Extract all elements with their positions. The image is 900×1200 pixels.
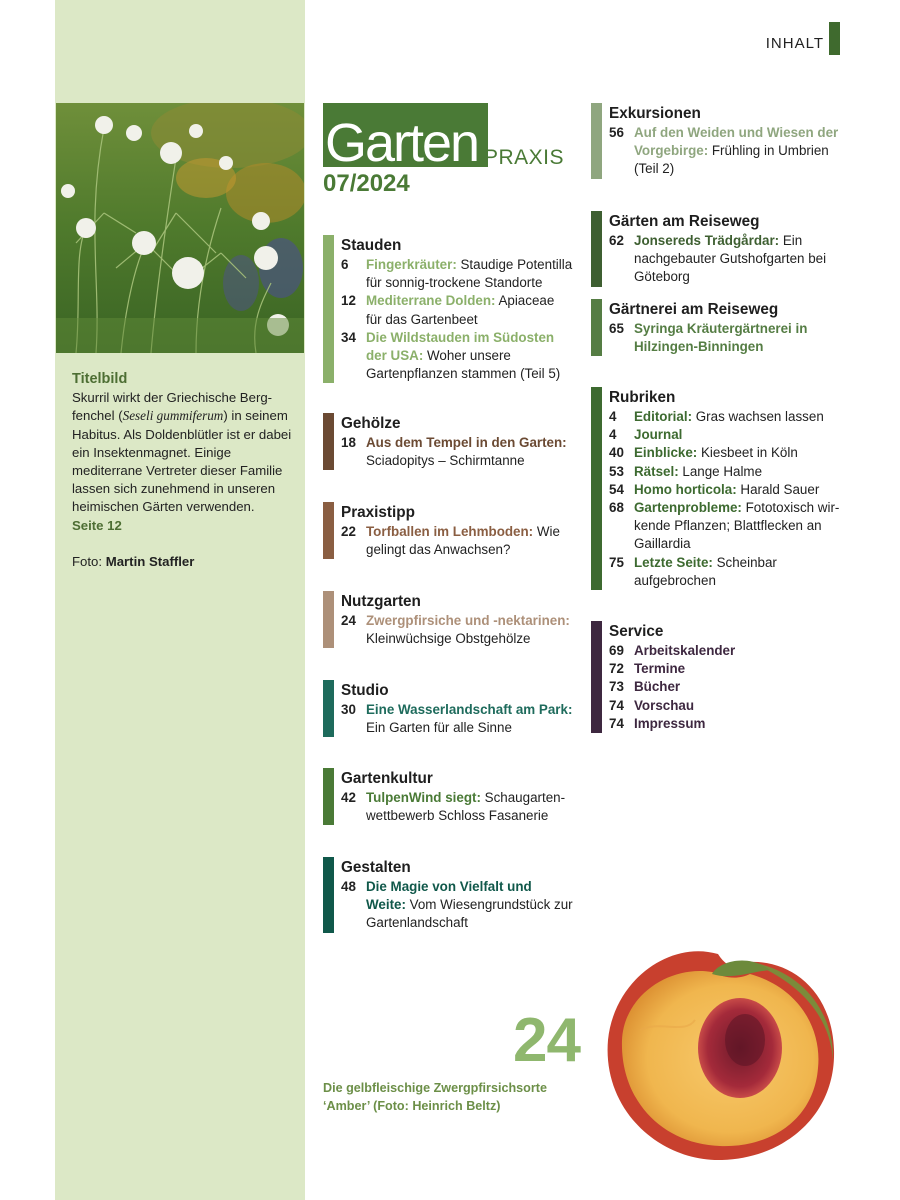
latin-name: Seseli gummiferum (122, 408, 224, 424)
toc-entry[interactable] (609, 554, 851, 590)
article-subtitle: Gras wachsen lassen (692, 409, 824, 424)
toc-entry[interactable] (609, 715, 851, 733)
article-title: Journal (634, 427, 683, 443)
toc-section-studio (323, 680, 573, 737)
magazine-logo (323, 103, 563, 198)
page-number: 69 (609, 643, 624, 658)
photo-credit: Foto: Martin Staffler (72, 553, 195, 569)
article-title: Vorschau (634, 697, 695, 713)
toc-entry[interactable] (341, 789, 573, 825)
article-title: Einblicke: (634, 445, 698, 461)
section-color-bar (323, 680, 334, 737)
toc-section-nutzgarten (323, 591, 573, 648)
toc-section-gartenkultur (323, 768, 573, 825)
toc-section-gärten-am-reiseweg (591, 211, 851, 287)
section-color-bar (591, 299, 602, 356)
page-number: 12 (341, 293, 356, 309)
peach-caption: Die gelbfleischige Zwergpfirsichsorte ‘Amber’ (Foto: Heinrich Beltz) (323, 1081, 547, 1113)
article-subtitle: Wie gelingt das Anwachsen? (366, 524, 560, 558)
toc-entry[interactable] (609, 463, 851, 481)
toc-entry[interactable] (609, 232, 851, 287)
article-subtitle: Ein Garten für alle Sinne (366, 720, 512, 736)
toc-section-rubriken (591, 387, 851, 590)
article-title: Die Wildstauden im Südosten der USA: (366, 329, 555, 364)
page-number: 54 (609, 481, 624, 497)
section-title: Rubriken (609, 389, 676, 406)
section-color-bar (323, 413, 334, 470)
article-subtitle: Scheinbar aufgebrochen (634, 554, 777, 588)
cover-photo (56, 103, 304, 353)
page-number: 74 (609, 715, 624, 731)
section-title: Gärtnerei am Reiseweg (609, 301, 779, 318)
toc-entry[interactable] (341, 878, 573, 933)
section-color-bar (591, 387, 602, 590)
toc-entry[interactable] (609, 481, 851, 499)
section-title: Exkursionen (609, 105, 701, 122)
article-subtitle: Lange Halme (678, 463, 763, 479)
section-label-bar (829, 22, 840, 55)
article-title: Fingerkräuter: (366, 257, 457, 272)
toc-entry[interactable] (609, 408, 851, 426)
toc-entry[interactable] (609, 499, 851, 554)
section-title: Stauden (341, 237, 402, 254)
article-title: Impressum (634, 715, 706, 731)
article-subtitle: Kiesbeet in Köln (697, 445, 798, 461)
article-subtitle: Harald Sauer (736, 481, 820, 497)
toc-entry[interactable] (609, 124, 851, 179)
article-title: Eine Wasserlandschaft am Park: (366, 702, 573, 717)
toc-entry[interactable] (609, 320, 851, 356)
article-title: Jonsereds Trädgårdar: (634, 233, 780, 248)
article-title: Letzte Seite: (634, 554, 713, 570)
page-number: 22 (341, 524, 356, 539)
page-number: 48 (341, 879, 356, 894)
article-title: Aus dem Tempel in den Garten: (366, 435, 567, 450)
article-subtitle: Vom Wiesengrundstück zur Gartenlandschaft (366, 897, 573, 931)
section-color-bar (323, 857, 334, 933)
cover-caption (72, 370, 294, 571)
article-title: Rätsel: (634, 463, 679, 479)
toc-entry[interactable] (609, 426, 851, 444)
article-subtitle: Schaugartenwettbewerb Schloss Fasanerie (366, 790, 566, 824)
article-title: Bücher (634, 679, 681, 695)
section-color-bar (323, 502, 334, 559)
titelbild-page-ref[interactable]: Seite 12 (72, 517, 122, 533)
section-label: INHALT (765, 35, 824, 52)
article-title: Editorial: (634, 409, 693, 424)
toc-entry[interactable] (609, 678, 851, 696)
toc-entry[interactable] (609, 660, 851, 678)
article-title: Mediterrane Dolden: (366, 293, 496, 309)
toc-entry[interactable] (609, 444, 851, 462)
section-color-bar (591, 103, 602, 179)
page-number: 4 (609, 409, 617, 424)
article-title: Zwergpfirsiche und -nektarinen: (366, 613, 570, 628)
toc-section-exkursionen (591, 103, 851, 179)
section-color-bar (323, 235, 334, 383)
article-title: Torfballen im Lehmboden: (366, 524, 534, 539)
article-title: Arbeitskalender (634, 643, 736, 658)
toc-section-gärtnerei-am-reiseweg (591, 299, 851, 356)
page-number: 65 (609, 321, 624, 336)
fennel-photo-image (56, 103, 304, 353)
section-title: Praxistipp (341, 504, 415, 521)
featured-page-number[interactable]: 24 (513, 1006, 580, 1075)
toc-entry[interactable] (609, 697, 851, 715)
toc-section-service (591, 621, 851, 733)
article-title: Gartenprobleme: (634, 500, 742, 516)
section-title: Service (609, 623, 664, 640)
section-title: Studio (341, 682, 389, 699)
page-number: 72 (609, 661, 624, 677)
article-subtitle: Woher unsere Gartenpflanzen stammen (Teil 5) (366, 348, 561, 382)
toc-section-gestalten (323, 857, 573, 933)
page-number: 68 (609, 500, 624, 516)
toc-entry[interactable] (341, 701, 573, 737)
section-color-bar (323, 591, 334, 648)
page-number: 42 (341, 790, 356, 805)
toc-section-praxistipp (323, 502, 573, 559)
page-number: 62 (609, 233, 624, 248)
page-number: 74 (609, 697, 624, 713)
toc-section-gehölze (323, 413, 573, 470)
page-number: 53 (609, 463, 624, 479)
section-title: Gestalten (341, 859, 411, 876)
toc-entry[interactable] (341, 434, 573, 470)
page-number: 18 (341, 435, 356, 450)
article-title: Termine (634, 661, 686, 677)
page-number: 34 (341, 329, 356, 345)
section-title: Nutzgarten (341, 593, 421, 610)
toc-entry[interactable] (341, 292, 573, 328)
article-title: Homo horticola: (634, 481, 737, 497)
logo-praxis: PRAXIS (484, 146, 565, 169)
section-color-bar (591, 211, 602, 287)
toc-entry[interactable] (341, 612, 573, 648)
article-subtitle: Staudige Potentilla für sonnig-trockene Standorte (366, 257, 573, 291)
section-title: Gartenkultur (341, 770, 433, 787)
section-color-bar (591, 621, 602, 733)
page-number: 75 (609, 554, 624, 570)
toc-entry[interactable] (341, 523, 573, 559)
page-number: 40 (609, 445, 624, 461)
article-subtitle: Sciadopitys – Schirmtanne (366, 453, 525, 469)
toc-entry[interactable] (341, 329, 573, 384)
peach-illustration (600, 940, 840, 1165)
article-title: TulpenWind siegt: (366, 790, 481, 805)
titelbild-text: Skurril wirkt der Griechische Bergfenchel (Seseli gummiferum) in seinem Habitus. Als Doldenblütler ist er dabei ein Insektenmagnet. Einige mediterrane Vertreter dieser Familie lassen sich zunehmend in unseren heimischen Gärten verwenden. (72, 390, 292, 515)
issue-number: 07/2024 (323, 170, 410, 197)
article-title: Die Magie von Vielfalt und Weite: (366, 879, 532, 913)
toc-entry[interactable] (341, 256, 573, 292)
article-subtitle: Kleinwüchsige Obstgehölze (366, 631, 531, 647)
article-subtitle: Fototoxisch wirkende Pflanzen; Blattflecken an Gaillardia (634, 500, 840, 552)
section-title: Gehölze (341, 415, 401, 432)
page-number: 56 (609, 125, 624, 140)
section-title: Gärten am Reiseweg (609, 213, 760, 230)
titelbild-heading: Titelbild (72, 371, 128, 387)
article-subtitle: Frühling in Umbrien (Teil 2) (634, 143, 829, 177)
article-title: Auf den Weiden und Wiesen der Vorgebirge: (634, 125, 839, 159)
toc-section-stauden (323, 235, 573, 383)
logo-garten: Garten (325, 113, 479, 173)
section-color-bar (323, 768, 334, 825)
peach-image (600, 940, 840, 1165)
page-number: 73 (609, 679, 624, 695)
toc-entry[interactable] (609, 642, 851, 660)
article-subtitle: Apiaceae für das Gartenbeet (366, 293, 555, 327)
article-subtitle: Ein nachgebauter Gutshofgarten bei Göteborg (634, 233, 827, 285)
article-title: Syringa Kräutergärtnerei in Hilzingen-Binningen (634, 321, 808, 355)
page-number: 4 (609, 427, 617, 443)
page-number: 30 (341, 702, 356, 717)
page-number: 24 (341, 613, 356, 628)
page-number: 6 (341, 257, 349, 272)
